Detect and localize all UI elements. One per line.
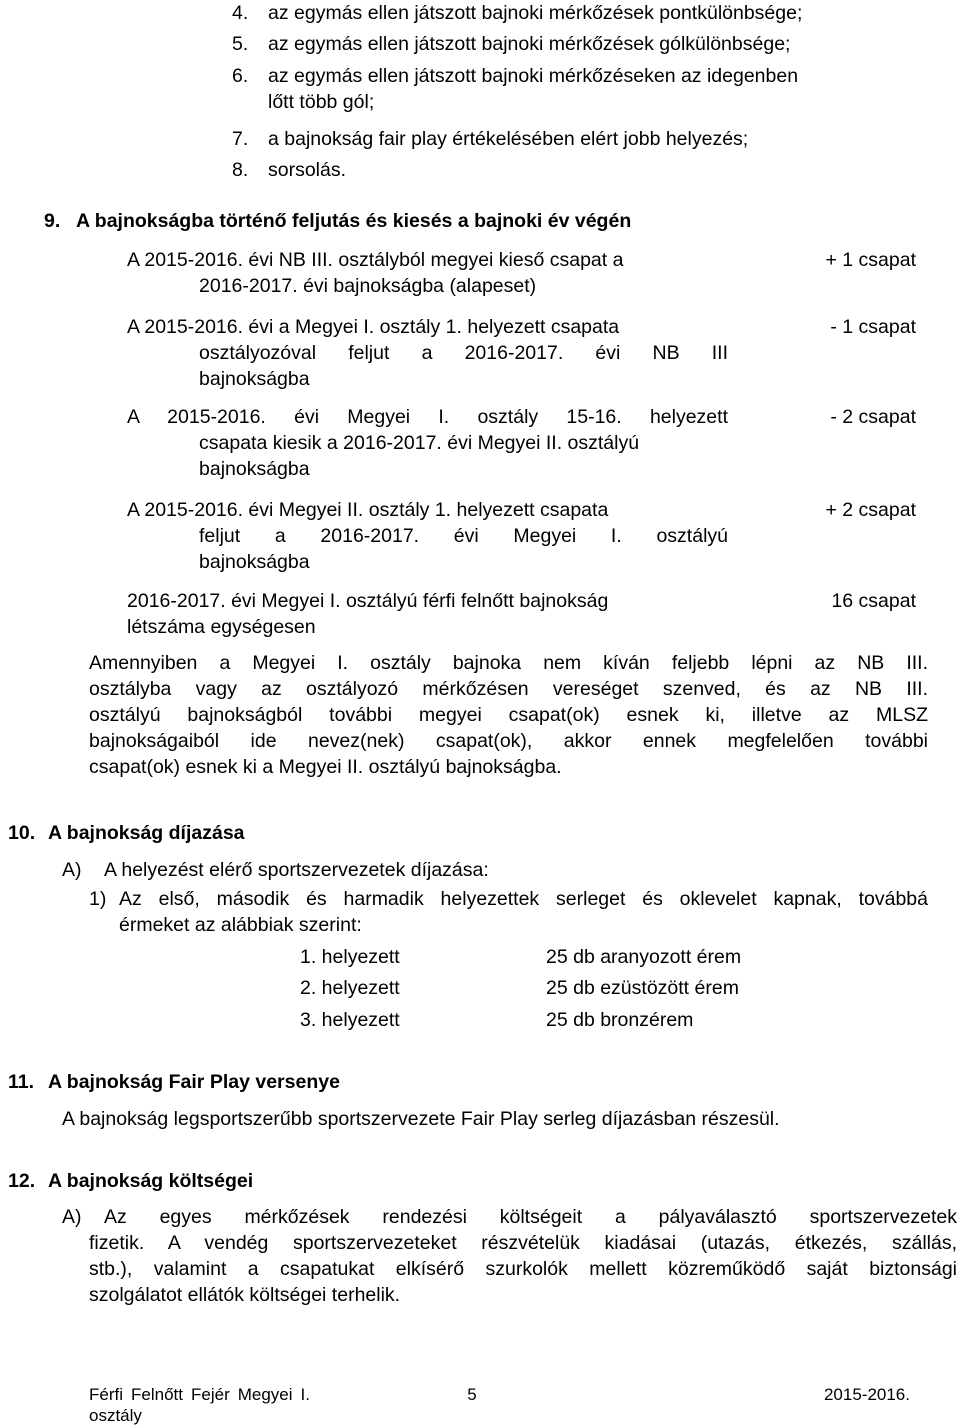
promotion-row-text: osztályozóval feljut a 2016-2017. évi NB III: [199, 342, 728, 364]
paragraph-line: bajnokságaiból ide nevez(nek) csapat(ok), akkor ennek megfelelően további: [89, 730, 928, 752]
section-number: 10.: [8, 822, 36, 844]
section-number: 9.: [44, 210, 61, 232]
promotion-row-text: létszáma egységesen: [127, 616, 316, 638]
list-number: 7.: [232, 128, 249, 150]
promotion-row-text: bajnokságba: [199, 551, 310, 573]
promotion-row-text: 2016-2017. évi Megyei I. osztályú férfi felnőtt bajnokság: [127, 590, 609, 612]
award-prize: 25 db ezüstözött érem: [546, 977, 739, 999]
paragraph-line: csapat(ok) esnek ki a Megyei II. osztályú bajnokságba.: [89, 756, 562, 778]
paragraph-line: osztályú bajnokságból további megyei csapat(ok) esnek ki, illetve az MLSZ: [89, 704, 928, 726]
promotion-row-value: 16 csapat: [831, 590, 916, 612]
promotion-row-text: 2016-2017. évi bajnokságba (alapeset): [199, 275, 537, 297]
item-label: 1): [89, 888, 107, 910]
subsection-label: A): [62, 1206, 82, 1228]
award-place: 1. helyezett: [300, 946, 400, 968]
section-text: A bajnokság legsportszerűbb sportszervezete Fair Play serleg díjazásban részesül.: [62, 1108, 780, 1130]
promotion-row-text: feljut a 2016-2017. évi Megyei I. osztályú: [199, 525, 728, 547]
promotion-row-text: bajnokságba: [199, 458, 310, 480]
promotion-row-text: A 2015-2016. évi a Megyei I. osztály 1. helyezett csapata: [127, 316, 620, 338]
list-item-text: az egymás ellen játszott bajnoki mérkőzések pontkülönbsége;: [268, 2, 803, 24]
award-prize: 25 db bronzérem: [546, 1009, 694, 1031]
section-title: A bajnokság költségei: [48, 1170, 254, 1192]
paragraph-line: fizetik. A vendég sportszervezeteket részvételük kiadásai (utazás, étkezés, szállás,: [89, 1232, 957, 1254]
paragraph-line: Az egyes mérkőzések rendezési költségeit a pályaválasztó sportszervezetek: [104, 1206, 957, 1228]
paragraph-line: szolgálatot ellátók költségei terhelik.: [89, 1284, 401, 1306]
promotion-row-value: + 1 csapat: [825, 249, 916, 271]
promotion-row-text: bajnokságba: [199, 368, 310, 390]
item-text: érmeket az alábbiak szerint:: [119, 914, 362, 936]
footer-season: 2015-2016.: [823, 1385, 910, 1404]
list-number: 5.: [232, 33, 249, 55]
promotion-row-value: - 2 csapat: [830, 406, 916, 428]
list-number: 8.: [232, 159, 249, 181]
award-prize: 25 db aranyozott érem: [546, 946, 742, 968]
promotion-row-value: + 2 csapat: [825, 499, 916, 521]
paragraph-line: Amennyiben a Megyei I. osztály bajnoka nem kíván feljebb lépni az NB III.: [89, 652, 928, 674]
subsection-text: A helyezést elérő sportszervezetek díjazása:: [104, 859, 489, 881]
award-place: 3. helyezett: [300, 1009, 400, 1031]
item-text: Az első, második és harmadik helyezettek serleget és oklevelet kapnak, továbbá: [119, 888, 928, 910]
list-item-text: lőtt több gól;: [268, 91, 375, 113]
footer-league-name-cont: osztály: [89, 1406, 142, 1425]
paragraph-line: stb.), valamint a csapatukat elkísérő szurkolók mellett közreműködő saját biztonsági: [89, 1258, 957, 1280]
promotion-row-text: csapata kiesik a 2016-2017. évi Megyei II. osztályú: [199, 432, 640, 454]
promotion-row-text: A 2015-2016. évi Megyei I. osztály 15-16. helyezett: [127, 406, 728, 428]
promotion-row-text: A 2015-2016. évi Megyei II. osztály 1. helyezett csapata: [127, 499, 609, 521]
list-item-text: sorsolás.: [268, 159, 347, 181]
section-title: A bajnokságba történő feljutás és kiesés a bajnoki év végén: [76, 210, 632, 232]
section-title: A bajnokság díjazása: [48, 822, 245, 844]
page-number: 5: [467, 1385, 477, 1404]
promotion-row-text: A 2015-2016. évi NB III. osztályból megyei kieső csapat a: [127, 249, 624, 271]
list-item-text: az egymás ellen játszott bajnoki mérkőzések gólkülönbsége;: [268, 33, 791, 55]
list-item-text: az egymás ellen játszott bajnoki mérkőzéseken az idegenben: [268, 65, 799, 87]
section-title: A bajnokság Fair Play versenye: [48, 1071, 340, 1093]
promotion-row-value: - 1 csapat: [830, 316, 916, 338]
section-number: 11.: [8, 1071, 35, 1093]
award-place: 2. helyezett: [300, 977, 400, 999]
list-number: 4.: [232, 2, 249, 24]
subsection-label: A): [62, 859, 82, 881]
list-item-text: a bajnokság fair play értékelésében elért jobb helyezés;: [268, 128, 749, 150]
paragraph-line: osztályba vagy az osztályozó mérkőzésen vereséget szenved, és az NB III.: [89, 678, 928, 700]
list-number: 6.: [232, 65, 249, 87]
section-number: 12.: [8, 1170, 36, 1192]
footer-league-name: Férfi Felnőtt Fejér Megyei I.: [89, 1385, 310, 1404]
